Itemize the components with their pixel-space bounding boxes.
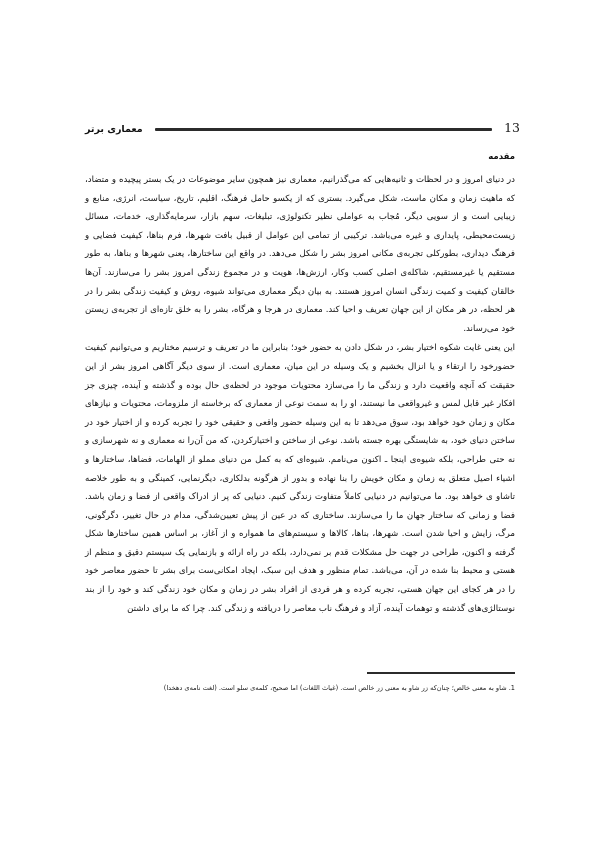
body-paragraph-1: در دنیای امروز و در لحظات و ثانیه‌هایی که می‌گذرانیم، معماری نیز همچون سایر موضوعات در یک بستر پیچیده و متضاد، که ماهیت زمان و مکان ماست، شکل می‌گیرد. بستری که از یکسو حامل فرهنگ، اقلیم، تاریخ، سیاست، انرژی، منابع و زیبایی است و از سویی دیگر، مُجاب به عواملی نظیر تکنولوژی، تبلیغات، سهم بازار، سرمایه‌گذاری، خدمات، مسائل زیست‌محیطی، پایداری و غیره می‌باشد. ترکیبی از تمامی این عوامل از قبیل بافت شهرها، فرم بناها، کیفیت فضایی و فرهنگ دیداری، بطورکلی تجربه‌ی مکانی امروز بشر را شکل می‌دهد. در واقع این ساختارها، یعنی شهرها و بناها، به طور مستقیم یا غیرمستقیم، شاکله‌ی اصلی کسب وکار، ارزش‌ها، هویت و در مجموع زندگی امروز بشر را می‌سازند. آن‌ها خالقان کیفیت و کمیت زندگی انسان امروز هستند. به بیان دیگر معماری می‌تواند شیوه، روش و کیفیت زندگی بشر را در هر لحظه، در هر مکان از این جهان تعریف و احیا کند. معماری در هرجا و هرگاه، بشر را به خلق تازه‌ای از تجربه‌ی زیستن خود می‌رساند. <box>85 175 515 334</box>
section-heading-introduction: مقدمه <box>488 152 515 162</box>
page-number: 13 <box>504 119 520 135</box>
footnote-entry-1: 1. شاو به معنی خالص؛ چنان‌که زر شاو به معنی زر خالص است. (غیاث اللغات) اما صحیح، کلمه‌ی سلو است. (لغت نامه‌ی دهخدا) <box>163 683 515 692</box>
running-title: معماری برتر <box>85 123 143 135</box>
footnote-area <box>85 672 515 695</box>
footnote-separator-rule <box>367 672 515 674</box>
running-header <box>85 118 520 140</box>
page-body <box>85 152 515 619</box>
body-paragraph-2: این یعنی غایت شکوه اختیار بشر، در شکل دادن به حضور خود؛ بنابراین ما در تعریف و ترسیم مختاریم و می‌توانیم کیفیت حضورخود را ارتقاء و یا انزال بخشیم و یک وسیله در این میان، معماری است. از سوی دیگر آگاهی امروز بشر از این حقیقت که آنچه واقعیت دارد و زندگی ما را می‌سازد محتویات موجود در لحظه‌ی حال بوده و گذشته و آینده، چیزی جز افکار غیر قابل لمس و غیرواقعی ما نیستند، او را به سمت نوعی از معماری که برخاسته از ملزومات، محتویات و نیازهای مکان و زمان خود خواهد بود، سوق می‌دهد تا به این وسیله حضور واقعی و حقیقی خود را تجربه کرده و از اختیار خود در ساختن دنیای خود، به شایستگی بهره جسته باشد. نوعی از ساختن و اختیارکردن، که من آن‌را نه معماری و نه شهرسازی و نه حتی طراحی، بلکه شیوه‌ی اینجا ـ اکنون می‌نامم. شیوه‌ای که به کمل من دنیای مملو از الهامات، فضاها، ساختارها و اشیاء اصیل متعلق به زمان و مکان خویش را بنا نهاده و بدور از هرگونه بدلکاری، دیگرنمایی، کمینگی و به طور خلاصه تاشاو ی خواهد بود. ما می‌توانیم در دنیایی کاملاً متفاوت زندگی کنیم. دنیایی که پر از ادراک واقعی از فضا و زمان باشد. فضا و زمانی که ساختار جهان ما را می‌سازند. ساختاری که در عین از پیش تعیین‌شدگی، مدام در حال تغییر، دگرگونی، مرگ، زایش و احیا شدن است. شهرها، بناها، کالاها و سیستم‌های ما همواره و از آغاز، بر اساس همین ساختارها شکل گرفته و اکنون، طراحی در جهت حل مشکلات قدم بر نمی‌دارد، بلکه در راه ارائه و بازنمایی یک سیستم دقیق و منظم از هستی و محیط بنا شده در آن، می‌باشد. تمام منظور و هدف این سبک، ایجاد امکانی‌ست برای بشر تا حضور معاصر خود را در هر کجای این جهان هستی، تجربه کرده و هر فردی از افراد بشر در زمان و مکان خود زندگی کند و خود را از بند نوستالژی‌های گذشته و توهمات آینده، آزاد و فرهنگ ناب معاصر را دریافته و زندگی کند. چرا که ما برای داشتن <box>85 343 515 614</box>
header-divider-rule <box>155 128 492 131</box>
